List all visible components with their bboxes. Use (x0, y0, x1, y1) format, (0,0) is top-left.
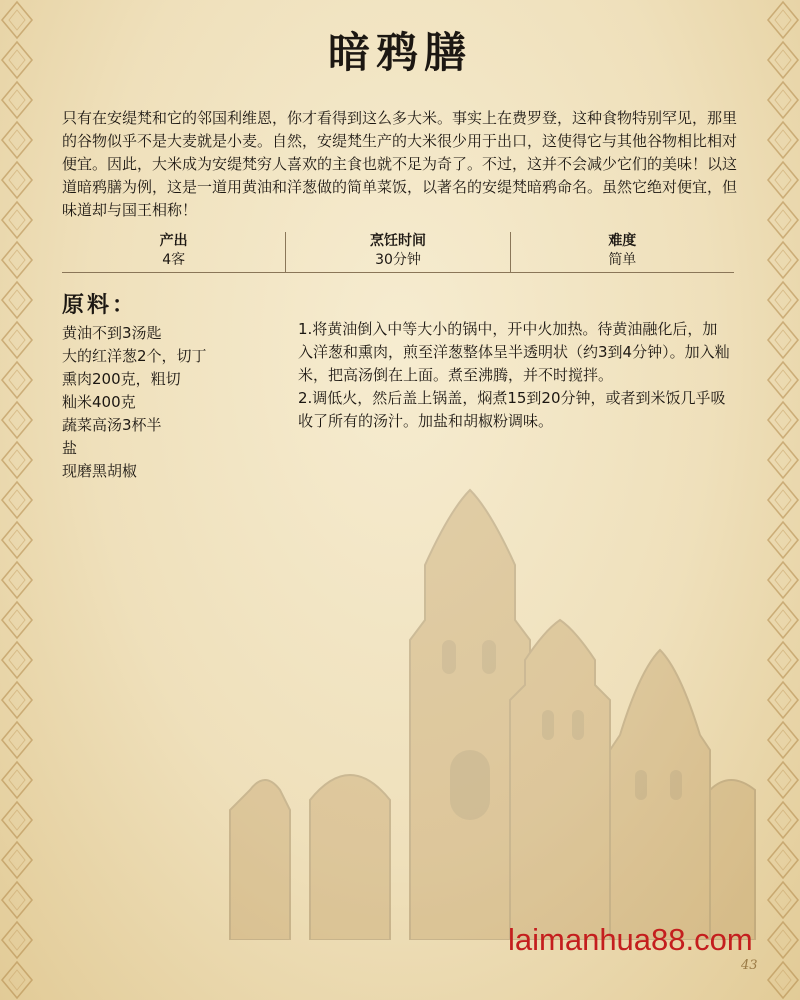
site-watermark: laimanhua88.com (508, 922, 753, 957)
ingredient-item: 熏肉200克，粗切 (62, 370, 181, 388)
difficulty-label: 难度 (608, 233, 637, 249)
yield-cell (62, 232, 285, 272)
ingredients-list (62, 322, 207, 483)
yield-label: 产出 (159, 233, 188, 249)
recipe-intro: 只有在安缇梵和它的邻国利维恩，你才看得到这么多大米。事实上在费罗登，这种食物特别罕见，那里的谷物似乎不是大麦就是小麦。自然，安缇梵生产的大米很少用于出口，这使得它与其他谷物相比相对便宜。因此，大米成为安缇梵穷人喜欢的主食也就不足为奇了。不过，这并不会减少它们的美味！以这道暗鸦膳为例，这是一道用黄油和洋葱做的简单菜饭，以著名的安缇梵暗鸦命名。虽然它绝对便宜，但味道却与国王相称！ (62, 109, 738, 219)
difficulty-value: 简单 (608, 252, 637, 268)
time-label: 烹饪时间 (369, 233, 426, 249)
ingredient-item: 黄油不到3汤匙 (62, 324, 162, 342)
time-value: 30分钟 (375, 252, 421, 268)
step-2: 2.调低火，然后盖上锅盖，焖煮15到20分钟，或者到米饭几乎吸收了所有的汤汁。加盐和胡椒粉调味。 (298, 389, 726, 430)
recipe-title: 暗鸦膳 (327, 28, 472, 77)
ingredient-item: 大的红洋葱2个，切丁 (62, 347, 207, 365)
ingredients-heading: 原料： (62, 292, 138, 318)
difficulty-cell (510, 232, 734, 272)
time-cell (285, 232, 509, 272)
castle-illustration (210, 470, 770, 940)
ornamental-border-right (766, 0, 800, 1000)
ornamental-border-left (0, 0, 34, 1000)
ingredient-item: 蔬菜高汤3杯半 (62, 416, 162, 434)
yield-value: 4客 (162, 252, 186, 268)
recipe-meta-table (62, 232, 734, 273)
ingredient-item: 盐 (62, 439, 78, 457)
step-1: 1.将黄油倒入中等大小的锅中，开中火加热。待黄油融化后，加入洋葱和熏肉，煎至洋葱整体呈半透明状（约3到4分钟）。加入籼米，把高汤倒在上面。煮至沸腾，并不时搅拌。 (298, 320, 730, 384)
ingredient-item: 现磨黑胡椒 (62, 462, 138, 480)
ingredient-item: 籼米400克 (62, 393, 136, 411)
page-number: 43 (741, 958, 758, 973)
recipe-steps (298, 318, 730, 433)
